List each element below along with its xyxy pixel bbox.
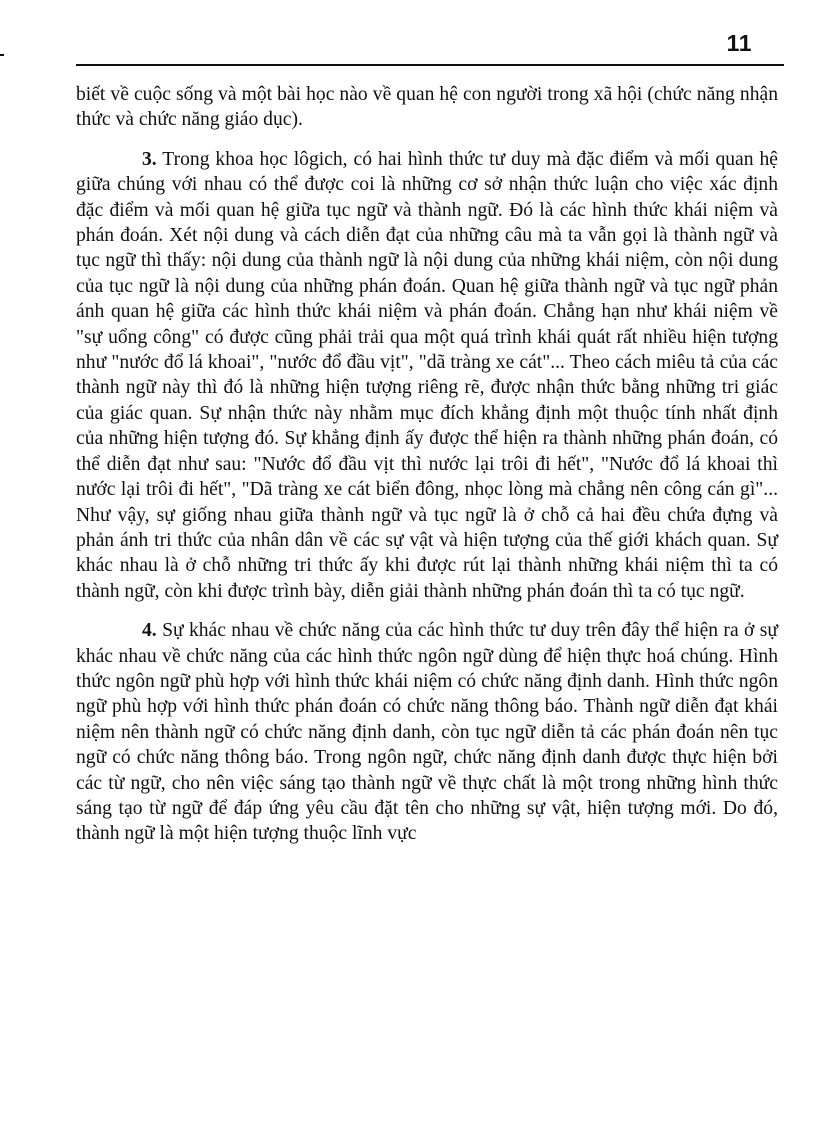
edge-mark	[0, 54, 4, 56]
paragraph-text: Trong khoa học lôgich, có hai hình thức tư duy mà đặc điểm và mối quan hệ giữa chúng với nhau có thể được coi là những cơ sở nhận thức luận cho việc xác định đặc điểm và mối quan hệ giữa tục ngữ và thành ngữ. Đó là các hình thức khái niệm và phán đoán. Xét nội dung và cách diễn đạt của những câu mà ta vẫn gọi là thành ngữ và tục ngữ thì thấy: nội dung của thành ngữ là nội dung của những khái niệm, còn nội dung của tục ngữ là nội dung của những phán đoán. Quan hệ giữa thành ngữ và tục ngữ phản ánh quan hệ giữa các hình thức khái niệm và phán đoán. Chẳng hạn như khái niệm về "sự uổng công" có được cũng phải trải qua một quá trình khái quát rất nhiều hiện tượng như "nước đổ lá khoai", "nước đổ đầu vịt", "dã tràng xe cát"... Theo cách miêu tả của các thành ngữ này thì đó là những hiện tượng riêng rẽ, được nhận thức bằng những tri giác của giác quan. Sự nhận thức này nhằm mục đích khẳng định một thuộc tính nhất định của những hiện tượng đó. Sự khẳng định ấy được thể hiện ra thành những phán đoán, có thể diễn đạt như sau: "Nước đổ đầu vịt thì nước lại trôi đi hết", "Nước đổ lá khoai thì nước lại trôi đi hết", "Dã tràng xe cát biển đông, nhọc lòng mà chẳng nên công cán gì"... Như vậy, sự giống nhau giữa thành ngữ và tục ngữ là ở chỗ cả hai đều chứa đựng và phản ánh tri thức của nhân dân về các sự vật và hiện tượng của thế giới khách quan. Sự khác nhau là ở chỗ những tri thức ấy khi được rút lại thành những khái niệm thì ta có thành ngữ, còn khi được trình bày, diễn giải thành những phán đoán thì ta có tục ngữ.	[76, 148, 778, 602]
paragraph-text: biết về cuộc sống và một bài học nào về quan hệ con người trong xã hội (chức năng nhận thức và chức năng giáo dục).	[76, 84, 778, 131]
paragraph-continuation	[76, 82, 778, 133]
header-rule	[76, 64, 784, 66]
body-text	[76, 82, 778, 847]
page-number: 11	[726, 30, 752, 56]
paragraph-3	[76, 147, 778, 604]
paragraph-4	[76, 618, 778, 847]
paragraph-number: 3.	[142, 148, 157, 170]
paragraph-text: Sự khác nhau về chức năng của các hình thức tư duy trên đây thể hiện ra ở sự khác nhau về chức năng của các hình thức ngôn ngữ dùng để hiện thực hoá chúng. Hình thức ngôn ngữ phù hợp với hình thức khái niệm có chức năng định danh. Hình thức ngôn ngữ phù hợp với hình thức phán đoán có chức năng thông báo. Thành ngữ diễn đạt khái niệm nên thành ngữ có chức năng định danh, còn tục ngữ diễn tả các phán đoán nên tục ngữ có chức năng thông báo. Trong ngôn ngữ, chức năng định danh được thực hiện bởi các từ ngữ, cho nên việc sáng tạo thành ngữ về thực chất là một trong những hình thức sáng tạo từ ngữ để đáp ứng yêu cầu đặt tên cho những sự vật, hiện tượng mới. Do đó, thành ngữ là một hiện tượng thuộc lĩnh vực	[76, 620, 778, 845]
paragraph-number: 4.	[142, 620, 157, 642]
